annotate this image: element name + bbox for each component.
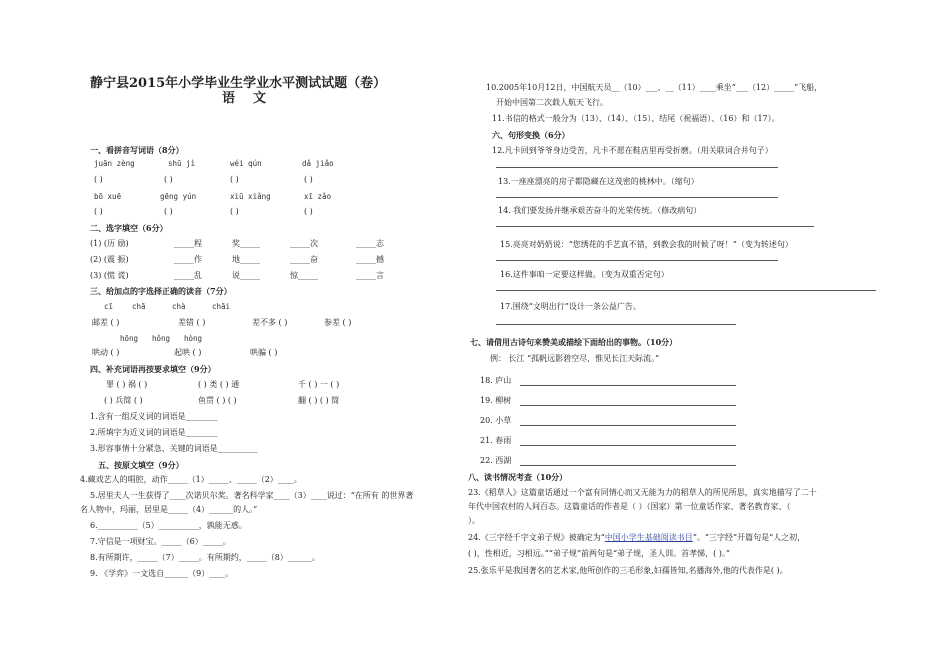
answer-line[interactable] — [520, 445, 736, 446]
pinyin-option: chā — [132, 302, 146, 311]
answer-line[interactable] — [520, 405, 736, 406]
question-6[interactable]: 6.__________（5）__________，孰能无惑。 — [90, 521, 247, 530]
section-2-heading: 二、选字填空（6分） — [90, 223, 168, 233]
answer-line[interactable] — [520, 385, 736, 386]
choice-group-2: (2) (震 振) — [90, 255, 129, 264]
answer-blank[interactable]: ( ) — [164, 207, 173, 216]
fill-blank[interactable]: 地_____ — [232, 255, 260, 264]
reading-item[interactable]: 起哄 ( ) — [174, 348, 202, 357]
fill-blank[interactable]: _____奋 — [290, 255, 318, 264]
fill-blank[interactable]: _____次 — [290, 239, 318, 248]
section-6-heading: 六、句形变换（6分） — [492, 130, 570, 140]
answer-line[interactable] — [496, 167, 778, 168]
idiom-blank[interactable]: 罪 ( ) 祸 ( ) — [106, 380, 148, 389]
idiom-blank[interactable]: 千 ( ) 一 ( ) — [298, 380, 340, 389]
fill-blank[interactable]: _____作 — [174, 255, 202, 264]
question-8[interactable]: 8.有所期许，_____（7）_____。有所期约，_____（8）______。 — [90, 553, 320, 562]
question-12: 12.凡卡回到爷爷身边受苦，凡卡不愿在鞋店里再受折磨。（用关联词合并句子） — [492, 146, 773, 155]
question-17: 17.围绕“文明出行”设计一条公益广告。 — [500, 302, 641, 311]
question-10-cont: 开始中国第二次载人航天飞行。 — [496, 98, 608, 107]
question-24-cont[interactable]: ( )，性相近，习相远。”“弟子规”前两句是“弟子规，圣人训。首孝悌，( )。” — [468, 549, 731, 558]
pinyin-option: cī — [104, 302, 114, 311]
reading-item[interactable]: 邮差 ( ) — [92, 318, 120, 327]
question-24-text-end: ”。“三字经”开篇句是“人之初， — [692, 533, 806, 542]
pinyin-4: dǎ jiǎo — [302, 159, 334, 168]
example-line: 例： 长江 “孤帆远影碧空尽，惟见长江天际流。” — [490, 354, 660, 363]
question-13: 13.一座座漂亮的房子都隐藏在这茂密的桃林中。（缩句） — [498, 177, 699, 186]
question-1[interactable]: 1.含有一组反义词的词语是________ — [90, 412, 218, 421]
fill-blank[interactable]: _____乱 — [174, 271, 202, 280]
idiom-blank[interactable]: 鱼贯 ( ) ( ) — [198, 396, 237, 405]
answer-blank[interactable]: ( ) — [94, 207, 103, 216]
pinyin-3: wéi qún — [230, 159, 262, 168]
fill-blank[interactable]: _____程 — [174, 239, 202, 248]
choice-group-3: (3) (慌 谎) — [90, 271, 129, 280]
answer-line[interactable] — [496, 290, 876, 291]
idiom-blank[interactable]: ( ) 兵简 ( ) — [104, 396, 143, 405]
answer-line[interactable] — [520, 425, 736, 426]
section-3-heading: 三、给加点的字选择正确的读音（7分） — [90, 286, 232, 296]
poem-item-willow: 19. 柳树 — [480, 396, 512, 405]
answer-line[interactable] — [496, 324, 736, 325]
question-3[interactable]: 3.形容事情十分紧急、关键的词语是__________ — [90, 444, 258, 453]
answer-line[interactable] — [496, 260, 778, 261]
reading-item[interactable]: 哄动 ( ) — [92, 348, 120, 357]
question-2[interactable]: 2.所填字为近义词的词语是________ — [90, 428, 218, 437]
pinyin-option: hōng — [120, 334, 139, 343]
pinyin-7: xiū xiǎng — [230, 192, 271, 201]
question-4[interactable]: 4.藏戏艺人的唱腔，动作_____（1）_____、_____（2）____。 — [80, 475, 302, 484]
question-24 — [468, 533, 805, 543]
answer-line[interactable] — [496, 197, 778, 198]
question-10[interactable]: 10.2005年10月12日，中国航天员__（10）___、__（11）____乘坐“___（12）_____”飞船， — [486, 83, 823, 92]
reading-item[interactable]: 哄骗 ( ) — [250, 348, 278, 357]
answer-blank[interactable]: ( ) — [94, 175, 103, 184]
fill-blank[interactable]: _____志 — [356, 239, 384, 248]
reading-item[interactable]: 差错 ( ) — [178, 318, 206, 327]
answer-line[interactable] — [520, 465, 736, 466]
pinyin-5: bō xuē — [94, 192, 122, 201]
question-5[interactable]: 5.居里夫人一生获得了____次诺贝尔奖。著名科学家____（3）____说过：“在所有 的世界著 — [90, 491, 414, 500]
question-16: 16.这件事咱一定要这样做。（变为双重否定句） — [500, 270, 669, 279]
question-23-cont[interactable]: 年代中国农村的人间百态。这篇童话的作者是（ ）（国家）第一位童话作家、著名教育家、（ — [468, 502, 791, 511]
question-15: 15.亮亮对奶奶说：“您绣花的手艺真不错，到教会我的时候了呀！”（变为转述句） — [500, 240, 793, 249]
choice-group-1: (1) (历 励) — [90, 239, 129, 248]
poem-item-grass: 20. 小草 — [480, 416, 512, 425]
pinyin-2: shū jì — [168, 159, 196, 168]
question-23-end: ）。 — [468, 516, 480, 525]
question-23: 23.《稻草人》这篇童话通过一个富有同情心而又无能为力的稻草人的所见所思，真实地描写了二十 — [468, 488, 817, 497]
question-11[interactable]: 11.书信的格式一般分为（13）、（14）、（15）、结尾（祝福语）、（16）和（17）。 — [492, 114, 780, 123]
section-5-heading: 五、按原文填空（9分） — [98, 460, 184, 470]
fill-blank[interactable]: 奖_____ — [232, 239, 260, 248]
question-25[interactable]: 25.张乐平是我国著名的艺术家,他所创作的三毛形象,妇孺皆知,名播海外,他的代表作是( )。 — [468, 566, 788, 575]
fill-blank[interactable]: 说_____ — [232, 271, 260, 280]
answer-blank[interactable]: ( ) — [304, 207, 313, 216]
question-24-text: 24.《三字经千字文弟子规》被确定为“ — [468, 533, 605, 542]
idiom-blank[interactable]: ( ) 类 ( ) 通 — [198, 380, 240, 389]
pinyin-1: juān zèng — [94, 159, 135, 168]
pinyin-6: gēng yún — [160, 192, 197, 201]
pinyin-8: xī zǎo — [304, 192, 332, 201]
answer-line[interactable] — [496, 226, 814, 227]
question-7[interactable]: 7.守信是一项财宝。_____（6）_____。 — [90, 537, 231, 546]
question-9[interactable]: 9. 《学弈》一文选自______（9）____。 — [90, 569, 234, 578]
section-1-heading: 一、看拼音写词语（8分） — [90, 145, 184, 155]
fill-blank[interactable]: _____言 — [356, 271, 384, 280]
section-4-heading: 四、补充词语再按要求填空（9分） — [90, 364, 216, 374]
section-7-heading: 七、请借用古诗句来赞美或描绘下面给出的事物。（10分） — [470, 337, 678, 347]
idiom-blank[interactable]: 翻 ( ) ( ) 简 — [298, 396, 340, 405]
answer-blank[interactable]: ( ) — [230, 175, 239, 184]
reading-item[interactable]: 参差 ( ) — [324, 318, 352, 327]
exam-title: 静宁县2015年小学毕业生学业水平测试试题（卷） — [90, 76, 387, 91]
pinyin-option: hòng — [184, 334, 203, 343]
poem-item-lushan: 18. 庐山 — [480, 376, 512, 385]
poem-item-west-lake: 22. 西湖 — [480, 456, 512, 465]
answer-blank[interactable]: ( ) — [230, 207, 239, 216]
answer-blank[interactable]: ( ) — [304, 175, 313, 184]
pinyin-option: chà — [172, 302, 186, 311]
answer-blank[interactable]: ( ) — [164, 175, 173, 184]
fill-blank[interactable]: 惊_____ — [290, 271, 318, 280]
fill-blank[interactable]: _____撼 — [356, 255, 384, 264]
question-5-cont[interactable]: 名人物中，玛丽，居里是_____（4）______的人。” — [80, 505, 258, 514]
poem-item-spring-rain: 21. 春雨 — [480, 436, 512, 445]
section-8-heading: 八、读书情况考查（10分） — [468, 472, 568, 482]
question-14: 14. 我们要发扬并继承艰苦奋斗的光荣传统。（修改病句） — [498, 206, 702, 215]
pinyin-option: chāi — [212, 302, 231, 311]
exam-subject: 语文 — [222, 91, 285, 106]
reading-list-link[interactable]: 中国小学生基础阅读书目 — [604, 533, 693, 542]
pinyin-option: hǒng — [152, 334, 171, 343]
reading-item[interactable]: 差不多 ( ) — [252, 318, 288, 327]
